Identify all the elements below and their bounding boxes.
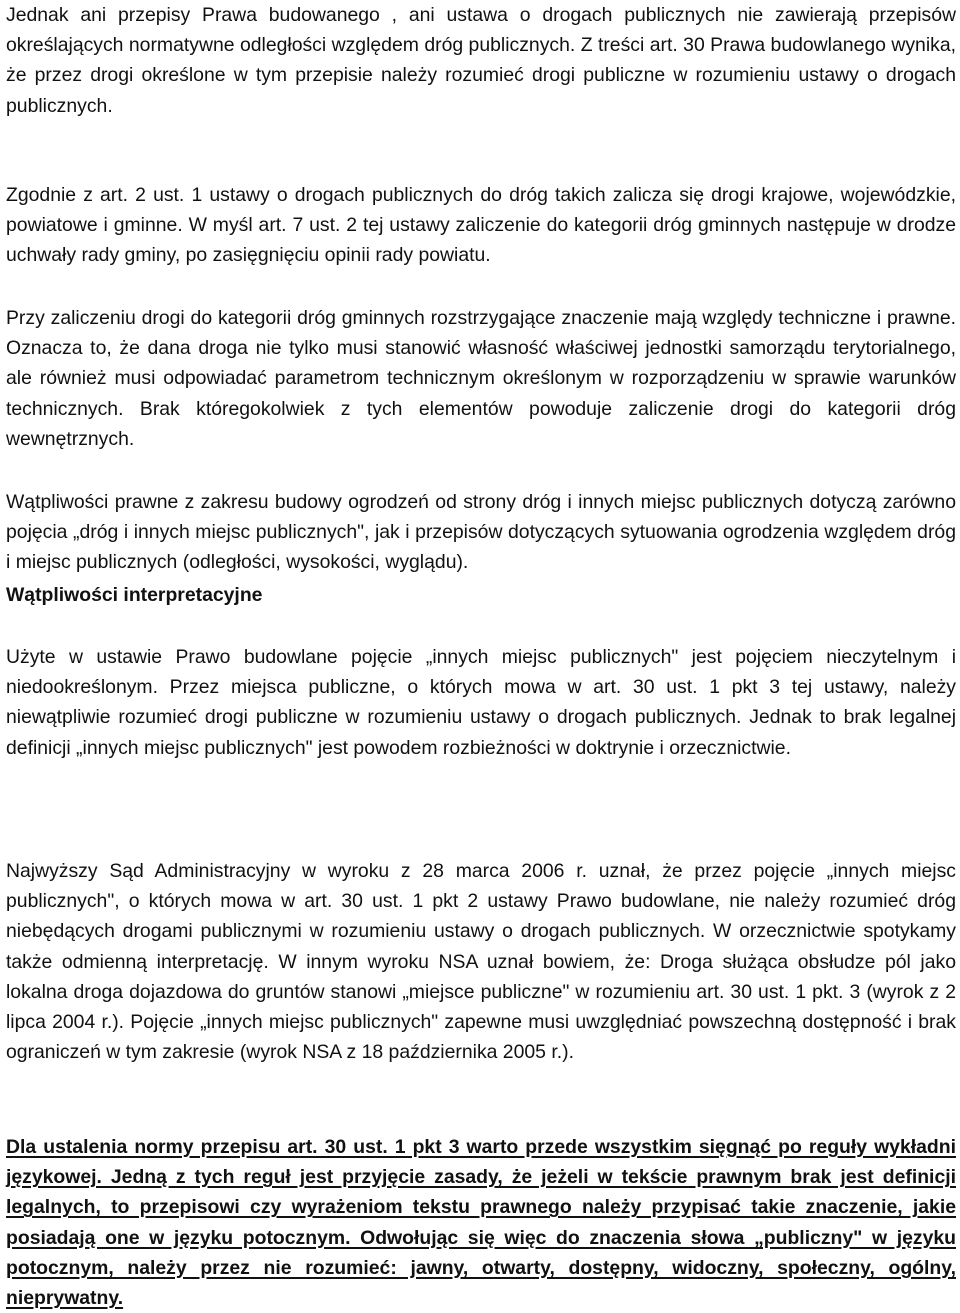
- paragraph-public-places-concept: Użyte w ustawie Prawo budowlane pojęcie „innych miejsc publicznych" jest pojęciem nieczytelnym i niedookreślonym. Przez miejsca publiczne, o których mowa w art. 30 ust. 1 pkt 3 tej ustawy, należy niewątpliwie rozumieć drogi publiczne w rozumieniu ustawy o drogach publicznych. Jednak to brak legalnej definicji „innych miejsc publicznych" jest powodem rozbieżności w doktrynie i orzecznictwie.: [6, 646, 956, 759]
- paragraph-road-distance-regulations: Jednak ani przepisy Prawa budowanego , ani ustawa o drogach publicznych nie zawierają przepisów określających normatywne odległości względem dróg publicznych. Z treści art. 30 Prawa budowlanego wynika, że przez drogi określone w tym przepisie należy rozumieć drogi publiczne w rozumieniu ustawy o drogach publicznych.: [6, 4, 956, 117]
- paragraph-nsa-case-law: Najwyższy Sąd Administracyjny w wyroku z 28 marca 2006 r. uznał, że przez pojęcie „innych miejsc publicznych", o których mowa w art. 30 ust. 1 pkt 2 ustawy Prawo budowlane, nie należy rozumieć dróg niebędących drogami publicznymi w rozumieniu ustawy o drogach publicznych. W orzecznictwie spotykamy także odmienną interpretację. W innym wyroku NSA uznał bowiem, że: Droga służąca obsłudze pól jako lokalna droga dojazdowa do gruntów stanowi „miejsce publiczne" w rozumieniu art. 30 ust. 1 pkt. 3 (wyrok z 2 lipca 2004 r.). Pojęcie „innych miejsc publicznych" zapewne musi uwzględniać powszechną dostępność i brak ograniczeń w tym zakresie (wyrok NSA z 18 października 2005 r.).: [6, 860, 956, 1064]
- section-heading-interpretation-doubts: Wątpliwości interpretacyjne: [6, 584, 263, 606]
- paragraph-municipal-road-classification: Przy zaliczeniu drogi do kategorii dróg gminnych rozstrzygające znaczenie mają względy techniczne i prawne. Oznacza to, że dana droga nie tylko musi stanowić własność właściwej jednostki samorządu terytorialnego, ale również musi odpowiadać parametrom technicznym określonym w rozporządzeniu w sprawie warunków technicznych. Brak któregokolwiek z tych elementów powoduje zaliczenie drogi do kategorii dróg wewnętrznych.: [6, 307, 956, 450]
- paragraph-fence-legal-doubts: Wątpliwości prawne z zakresu budowy ogrodzeń od strony dróg i innych miejsc publicznych dotyczą zarówno pojęcia „dróg i innych miejsc publicznych", jak i przepisów dotyczących sytuowania ogrodzenia względem dróg i miejsc publicznych (odległości, wysokości, wyglądu).: [6, 491, 956, 574]
- paragraph-linguistic-interpretation: Dla ustalenia normy przepisu art. 30 ust. 1 pkt 3 warto przede wszystkim sięgnąć po reguły wykładni językowej. Jedną z tych reguł jest przyjęcie zasady, że jeżeli w tekście prawnym brak jest definicji legalnych, to przepisowi czy wyrażeniom tekstu prawnego należy przypisać takie znaczenie, jakie posiadają one w języku potocznym. Odwołując się więc do znaczenia słowa „publiczny" w języku potocznym, należy przez nie rozumieć: jawny, otwarty, dostępny, widoczny, społeczny, ogólny, nieprywatny.: [6, 1136, 956, 1310]
- paragraph-road-categories: Zgodnie z art. 2 ust. 1 ustawy o drogach publicznych do dróg takich zalicza się drogi krajowe, wojewódzkie, powiatowe i gminne. W myśl art. 7 ust. 2 tej ustawy zaliczenie do kategorii dróg gminnych następuje w drodze uchwały rady gminy, po zasięgnięciu opinii rady powiatu.: [6, 184, 956, 267]
